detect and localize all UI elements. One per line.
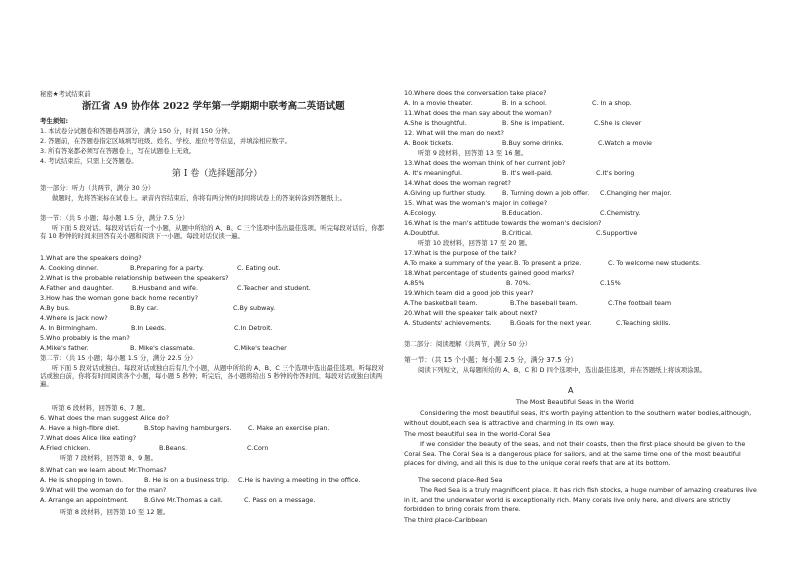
q5-option-b: B. Mike's classmate. xyxy=(130,344,195,352)
q15-option-a: A.Ecology. xyxy=(404,209,437,217)
q7-option-c: C.Corn xyxy=(247,444,269,452)
question-9: 9.What will the woman do for the man? xyxy=(40,486,167,494)
audio-6-instruction: 听第 6 段材料，回答第 6、7 题。 xyxy=(52,404,150,412)
q9-option-c: C. Pass on a message. xyxy=(244,496,316,504)
question-14: 14.What does the woman regret? xyxy=(404,179,511,187)
question-16: 16.What is the man's attitude towards the woman's decision? xyxy=(404,219,602,227)
question-10: 10.Where does the conversation take place? xyxy=(404,89,547,97)
section1-description: 听下面 5 段对话。每段对话后有一个小题，从题中所给的 A、B、C 三个选项中选出最佳选项。听完每段对话后，你都有 10 秒钟的时间来回答有关小题和阅读下一小题。每段对话仅读一遍。 xyxy=(40,224,385,240)
section2-description: 听下面 5 段对话或独白。每段对话或独白后有几个小题，从题中所给的 A、B、C 三个选项中选出最佳选项。听每段对话或独白前，你将有时间阅读各个小题，每小题 5 秒钟；听完后，各小题将给出 5 秒钟的作答时间。每段对话或独白读两遍。 xyxy=(40,364,385,388)
notice-heading: 考生须知: xyxy=(40,117,69,125)
notice-2: 2. 答题前，在答题卷指定区域填写班级、姓名、学校、座位号等信息，并填涂相应数字。 xyxy=(40,137,291,145)
question-15: 15. What was the woman's major in college? xyxy=(404,199,548,207)
q15-option-c: C.Chemistry. xyxy=(600,209,641,217)
passage-paragraph-1: Considering the most beautiful seas, it's worth paying attention to the southern water bodies,although, without doubt,each sea is attractive and charming in its own way. xyxy=(404,409,752,427)
q1-option-a: A. Cooking dinner. xyxy=(40,264,99,272)
q18-option-c: C.15% xyxy=(600,279,621,287)
passage-paragraph-2: If we consider the beauty of the seas, and not their coasts, then the first place should be given to the Coral Sea. The Coral Sea is a dangerous place for sailors, and at the same time one of the most beautiful places for diving, and all this is due to the unique coral reefs that are at its bottom. xyxy=(404,440,746,467)
question-8: 8.What can we learn about Mr.Thomas? xyxy=(40,466,167,474)
q18-option-b: B. 70%. xyxy=(506,279,531,287)
q1-option-b: B.Preparing for a party. xyxy=(130,264,204,272)
q1-option-c: C. Eating out. xyxy=(237,264,281,272)
q7-option-b: B.Beans. xyxy=(159,444,188,452)
notice-4: 4. 考试结束后，只需上交答题卷。 xyxy=(40,157,138,165)
q16-option-a: A.Doubtful. xyxy=(404,229,440,237)
q4-option-b: B.In Leeds. xyxy=(131,324,167,332)
q13-option-b: B. It's well-paid. xyxy=(502,169,553,177)
q16-option-b: B.Critical. xyxy=(502,229,533,237)
q8-option-a: A. He is shopping in town. xyxy=(40,476,124,484)
q2-option-c: C.Teacher and student. xyxy=(237,284,311,292)
notice-3: 3. 所有答案都必须写在答题卷上，写在试题卷上无效。 xyxy=(40,147,196,155)
volume-heading: 第 Ⅰ 卷（选择题部分） xyxy=(172,169,263,179)
q19-option-a: A.The basketball team. xyxy=(404,299,478,307)
q8-option-c: C.He is having a meeting in the office. xyxy=(238,476,361,484)
q2-option-a: A.Father and daughter. xyxy=(40,284,114,292)
q10-option-c: C. In a shop. xyxy=(592,99,632,107)
q17-option-a: A.To make a summary of the year. xyxy=(404,259,514,267)
question-1: 1.What are the speakers doing? xyxy=(40,254,142,262)
q4-option-a: A. In Birmingham. xyxy=(40,324,98,332)
audio-7-instruction: 听第 7 段材料，回答第 8、9 题。 xyxy=(60,454,158,462)
q6-option-a: A. Have a high-fibre diet. xyxy=(40,424,120,432)
q3-option-a: A.By bus. xyxy=(40,304,70,312)
reading-section1-heading: 第一节：（共 15 个小题；每小题 2.5 分，满分 37.5 分） xyxy=(404,356,578,364)
q8-option-b: B. He is on a business trip. xyxy=(144,476,230,484)
q3-option-c: C.By subway. xyxy=(233,304,276,312)
passage-subheading-1: The most beautiful sea in the world-Coral Sea xyxy=(404,430,551,438)
q2-option-b: B.Husband and wife. xyxy=(132,284,198,292)
q3-option-b: B.By car. xyxy=(130,304,159,312)
q6-option-b: B.Stop having hamburgers. xyxy=(144,424,232,432)
q10-option-b: B. In a school. xyxy=(502,99,547,107)
question-5: 5.Who probably is the man? xyxy=(40,334,130,342)
question-11: 11.What does the man say about the woman? xyxy=(404,109,552,117)
part1-heading: 第一部分：听力（共两节，满分 30 分） xyxy=(40,184,155,192)
q16-option-c: C.Supportive xyxy=(596,229,638,237)
question-4: 4.Where is Jack now? xyxy=(40,314,108,322)
q4-option-c: C.In Detroit. xyxy=(234,324,273,332)
notice-1: 1. 本试卷分试题卷和答题卷两部分，满分 150 分，时间 150 分钟。 xyxy=(40,127,235,135)
audio-9-instruction: 听第 9 段材料，回答第 13 至 16 题。 xyxy=(418,149,528,157)
passage-subheading-3: The third place-Caribbean xyxy=(404,516,488,524)
section1-heading: 第一节：（共 5 小题；每小题 1.5 分，满分 7.5 分） xyxy=(40,214,189,222)
q19-option-b: B.The baseball team. xyxy=(510,299,578,307)
question-3: 3.How has the woman gone back home recently? xyxy=(40,294,198,302)
q9-option-a: A. Arrange an appointment. xyxy=(40,496,129,504)
q14-option-b: B. Turning down a job offer. xyxy=(502,189,590,197)
q10-option-a: A. In a movie theater. xyxy=(404,99,473,107)
q19-option-c: C.The football team xyxy=(608,299,672,307)
q20-option-c: C.Teaching skills. xyxy=(616,319,671,327)
question-20: 20.What will the speaker talk about next? xyxy=(404,309,538,317)
reading-section1-description: 阅读下列短文，从每题所给的 A、B、C 和 D 四个选项中，选出最佳选项，并在答题纸上将该项涂黑。 xyxy=(418,366,707,374)
passage-title: The Most Beautiful Seas in the World xyxy=(516,398,634,406)
question-17: 17.What is the purpose of the talk? xyxy=(404,249,517,257)
audio-8-instruction: 听第 8 段材料，回答第 10 至 12 题。 xyxy=(60,508,170,516)
passage-paragraph-3: The Red Sea is a truly magnificent place. It has rich fish stocks, a huge number of amazing creatures live in it, and the underwater world is exceptionally rich. Many corals live only here, and divers are strictly forbidden to bring corals from there. xyxy=(404,486,757,513)
passage-letter: A xyxy=(568,386,574,395)
q11-option-b: B. She is impatient. xyxy=(502,119,565,127)
q7-option-a: A.Fried chicken. xyxy=(40,444,91,452)
q9-option-b: B.Give Mr.Thomas a call. xyxy=(144,496,223,504)
part1-description: 做题时，先将答案标在试卷上。录音内容结束后，你将有两分钟的时间将试卷上的答案转涂到答题纸上。 xyxy=(52,194,346,202)
question-6: 6. What does the man suggest Alice do? xyxy=(40,414,170,422)
q5-option-a: A.Mike's father. xyxy=(40,344,89,352)
q11-option-a: A.She is thoughtful. xyxy=(404,119,467,127)
question-19: 19.Which team did a good job this year? xyxy=(404,289,534,297)
q11-option-c: C.She is clever xyxy=(594,119,642,127)
q5-option-c: C.Mike's teacher xyxy=(234,344,287,352)
q12-option-c: C.Watch a movie xyxy=(598,139,652,147)
q14-option-a: A.Giving up further study. xyxy=(404,189,486,197)
page-title: 浙江省 A9 协作体 2022 学年第一学期期中联考高二英语试题 xyxy=(82,101,345,112)
q20-option-b: B.Goals for the next year. xyxy=(510,319,592,327)
question-7: 7.What does Alice like eating? xyxy=(40,434,137,442)
audio-10-instruction: 听第 10 段材料，回答第 17 至 20 题。 xyxy=(418,239,532,247)
question-18: 18.What percentage of students gained good marks? xyxy=(404,269,575,277)
q18-option-a: A.85% xyxy=(404,279,425,287)
secret-label: 秘密★考试结束前 xyxy=(40,90,91,98)
q15-option-b: B.Education. xyxy=(502,209,543,217)
section2-heading: 第二节：（共 15 小题；每小题 1.5 分，满分 22.5 分） xyxy=(40,354,197,362)
q6-option-c: C. Make an exercise plan. xyxy=(248,424,330,432)
q14-option-c: C.Changing her major. xyxy=(600,189,672,197)
question-2: 2.What is the probable relationship between the speakers? xyxy=(40,274,229,282)
part2-heading: 第二部分：阅读理解（共两节，满分 50 分） xyxy=(404,340,532,348)
q12-option-b: B.Buy some drinks. xyxy=(502,139,564,147)
q13-option-a: A. It's meaningful. xyxy=(404,169,462,177)
q17-option-c: C. To welcome new students. xyxy=(608,259,701,267)
passage-subheading-2: The second place-Red Sea xyxy=(418,476,503,484)
q20-option-a: A. Students' achievements. xyxy=(404,319,492,327)
q13-option-c: C.It's boring xyxy=(596,169,635,177)
q12-option-a: A. Book tickets. xyxy=(404,139,454,147)
q17-option-b: B. To present a prize. xyxy=(514,259,582,267)
question-13: 13.What does the woman think of her current job? xyxy=(404,159,566,167)
question-12: 12. What will the man do next? xyxy=(404,129,504,137)
